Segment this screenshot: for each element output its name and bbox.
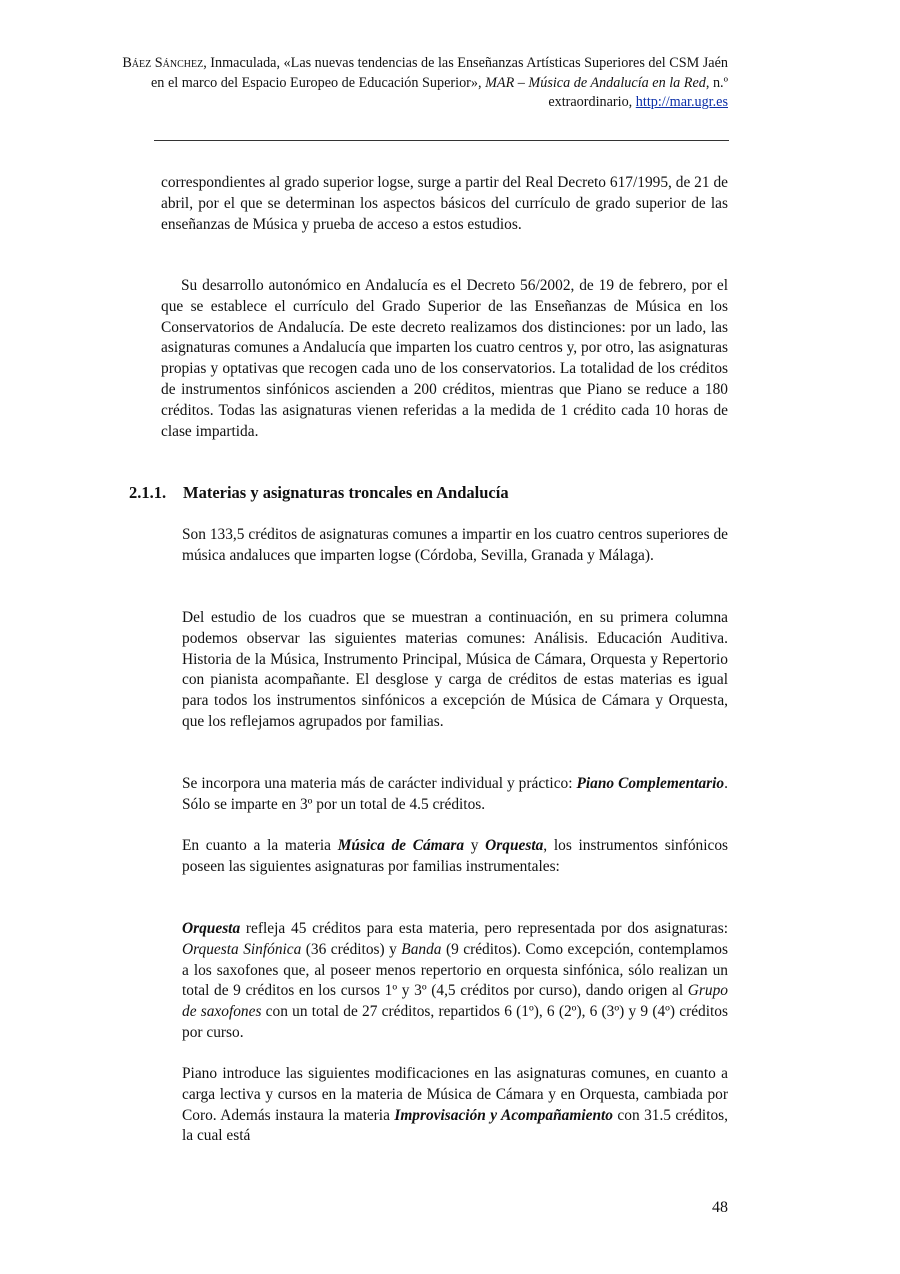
p8-text: Piano introduce las siguientes modificaciones en las asignaturas comunes, en cuanto a carga lectiva y cursos en la materia de Música de Cámara y en Orquesta, cambiada por Coro. Además instaura la materia <box>182 1065 728 1124</box>
section-title: Materias y asignaturas troncales en Andalucía <box>183 483 509 502</box>
paragraph-7 <box>182 919 728 1044</box>
header-author: Báez Sánchez <box>122 55 204 71</box>
paragraph-5 <box>182 774 728 816</box>
header-issue: , n.º extraordinario, <box>548 74 728 110</box>
section-heading <box>129 483 509 503</box>
paragraph-6 <box>182 836 728 878</box>
page-number: 48 <box>712 1199 728 1216</box>
header-divider <box>154 140 729 141</box>
header-citation-text: , Inmaculada, «Las nuevas tendencias de las Enseñanzas Artísticas Superiores del CSM Jaén en el marco del Espacio Europeo de Educación Superior», <box>151 55 728 91</box>
p7-italic-1: Orquesta Sinfónica <box>182 940 302 958</box>
p7-text-end: con un total de 27 créditos, repartidos 6 (1º), 6 (2º), 6 (3º) y 9 (4º) créditos por curso. <box>182 1003 728 1041</box>
p7-italic-3: Grupo de saxofones <box>182 982 728 1021</box>
paragraph-8 <box>182 1064 728 1147</box>
p7-text: refleja 45 créditos para esta materia, pero representada por dos asignaturas: <box>240 920 728 937</box>
header-journal: MAR – Música de Andalucía en la Red <box>485 74 706 91</box>
p6-conj: y <box>464 837 486 854</box>
p7-emphasis: Orquesta <box>182 920 241 937</box>
p5-text-end: . Sólo se imparte en 3º por un total de 4.5 créditos. <box>182 775 728 813</box>
p8-text-end: con 31.5 créditos, la cual está <box>182 1106 729 1145</box>
p7-italic-2: Banda <box>401 940 442 958</box>
header-url-link[interactable]: http://mar.ugr.es <box>635 94 728 110</box>
p7-text-2: (36 créditos) y <box>301 940 402 958</box>
paragraph-2: Su desarrollo autonómico en Andalucía es el Decreto 56/2002, de 19 de febrero, por el que se establece el currículo del Grado Superior de las Enseñanzas de Música en los Conservatorios de Andalucía. De este decreto realizamos dos distinciones: por un lado, las asignaturas comunes a Andalucía que imparten los cuatro centros y, por otro, las asignaturas propias y optativas que recogen cada uno de los conservatorios. La totalidad de los créditos de instrumentos sinfónicos ascienden a 200 créditos, mientras que Piano se reduce a 180 créditos. Todas las asignaturas vienen referidas a la medida de 1 crédito cada 10 horas de clase impartida. <box>161 277 729 440</box>
p5-text: Se incorpora una materia más de carácter individual y práctico: <box>182 775 577 792</box>
p5-emphasis: Piano Complementario <box>576 775 725 792</box>
p6-emphasis-1: Música de Cámara <box>337 837 465 854</box>
paragraph-3: Son 133,5 créditos de asignaturas comunes a impartir en los cuatro centros superiores de música andaluces que imparten logse (Córdoba, Sevilla, Granada y Málaga). <box>182 526 728 564</box>
p6-emphasis-2: Orquesta <box>485 837 544 854</box>
paragraph-4: Del estudio de los cuadros que se muestran a continuación, en su primera columna podemos observar las siguientes materias comunes: Análisis. Educación Auditiva. Historia de la Música, Instrumento Principal, Música de Cámara, Orquesta y Repertorio con pianista acompañante. El desglose y carga de créditos de estas materias es igual para todos los instrumentos sinfónicos a excepción de Música de Cámara y Orquesta, que los reflejamos agrupados por familias. <box>182 609 728 730</box>
p8-emphasis: Improvisación y Acompañamiento <box>394 1106 613 1124</box>
p7-text-3: (9 créditos). Como excepción, contemplamos a los saxofones que, al poseer menos repertorio en orquesta sinfónica, sólo realizan un total de 9 créditos en los cursos 1º y 3º (4,5 créditos por curso), dando origen al <box>182 940 728 1000</box>
p6-text: En cuanto a la materia <box>182 837 338 854</box>
p6-text-end: , los instrumentos sinfónicos poseen las siguientes asignaturas por familias instrumentales: <box>182 837 729 875</box>
paragraph-1: correspondientes al grado superior logse, surge a partir del Real Decreto 617/1995, de 21 de abril, por el que se determinan los aspectos básicos del currículo de grado superior de las enseñanzas de Música y prueba de acceso a estos estudios. <box>161 174 728 233</box>
section-number: 2.1.1. <box>129 483 167 502</box>
citation-header <box>120 54 728 113</box>
